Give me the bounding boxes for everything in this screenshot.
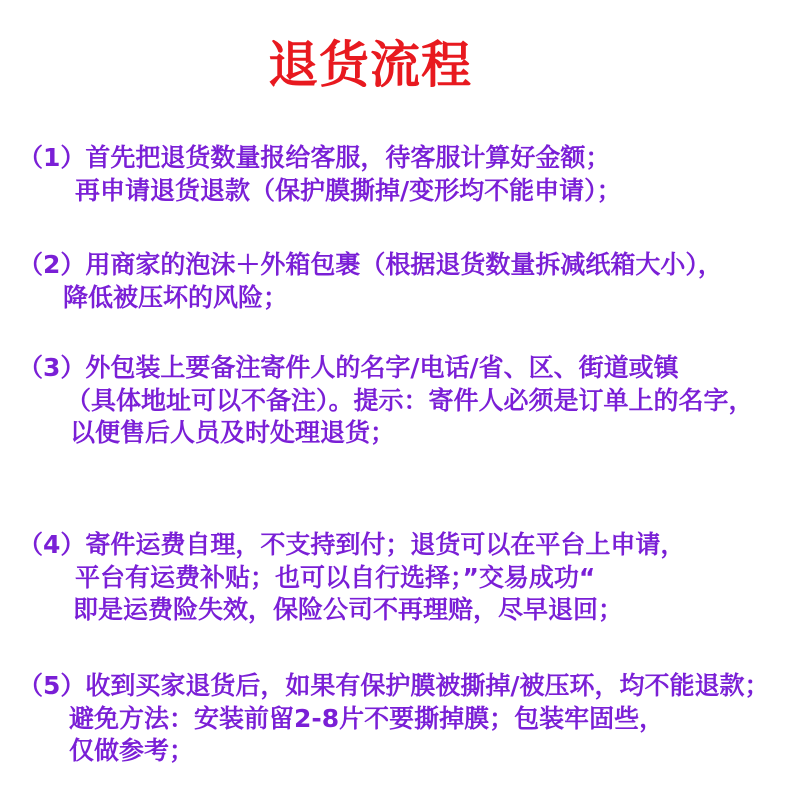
step-4-line-1: （4）寄件运费自理，不支持到付；退货可以在平台上申请， — [18, 530, 686, 559]
step-1-line-2: 再申请退货退款（保护膜撕掉/变形均不能申请）； — [75, 175, 622, 205]
step-5-line-3: 仅做参考； — [69, 736, 195, 765]
step-3 — [18, 352, 793, 450]
step-4-line-2: 平台有运费补贴；也可以自行选择；”交易成功“ — [75, 562, 596, 592]
step-2-line-1: （2）用商家的泡沫＋外箱包裹（根据退货数量拆减纸箱大小）， — [18, 250, 723, 279]
step-4-line-3: 即是运费险失效，保险公司不再理赔，尽早退回； — [73, 595, 624, 624]
step-3-line-2: （具体地址可以不备注）。提示：寄件人必须是订单上的名字， — [66, 385, 754, 415]
step-3-line-3: 以便售后人员及时处理退货； — [70, 418, 396, 447]
step-2 — [18, 249, 793, 314]
step-5 — [18, 670, 793, 768]
step-3-line-1: （3）外包装上要备注寄件人的名字/电话/省、区、街道或镇 — [18, 353, 679, 382]
page-title: 退货流程 — [268, 36, 472, 94]
step-4 — [18, 529, 793, 627]
step-5-line-2: 避免方法：安装前留2-8片不要撕掉膜；包装牢固些， — [69, 703, 665, 733]
step-2-line-2: 降低被压坏的风险； — [63, 282, 289, 312]
step-1 — [18, 142, 793, 207]
step-5-line-1: （5）收到买家退货后，如果有保护膜被撕掉/被压环，均不能退款； — [18, 671, 770, 700]
step-1-line-1: （1）首先把退货数量报给客服，待客服计算好金额； — [18, 143, 611, 172]
